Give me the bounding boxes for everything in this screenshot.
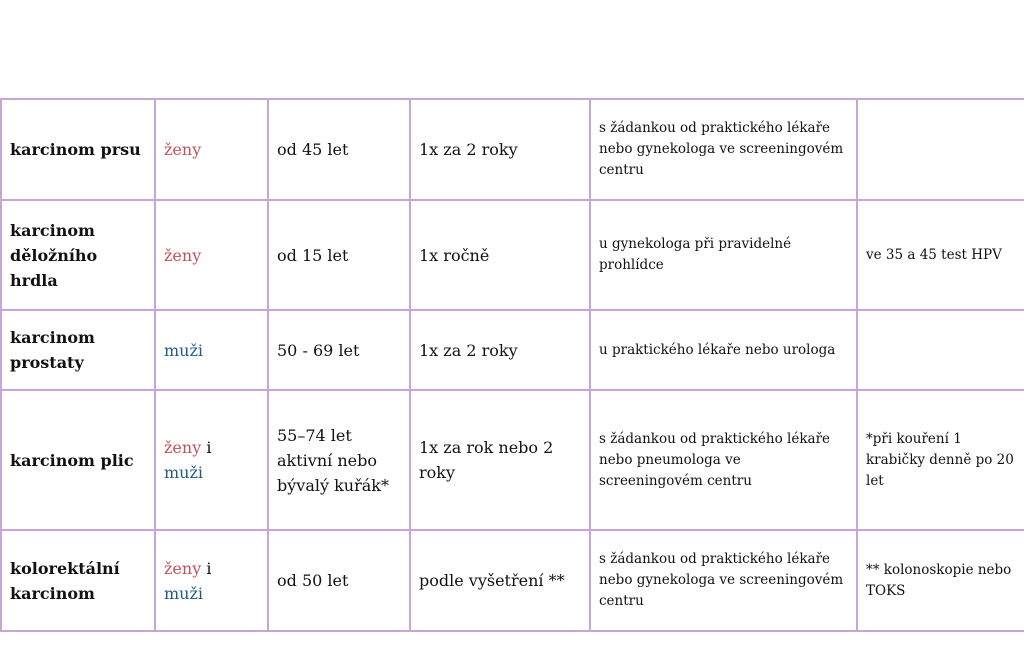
interval-cell: 1x ročně — [410, 200, 590, 310]
sex-label: muži — [164, 463, 204, 482]
where-cell: u praktického lékaře nebo urologa — [590, 310, 857, 390]
cancer-type-cell: karcinom prsu — [1, 99, 155, 200]
table-row — [1, 390, 1024, 530]
cancer-type-cell: karcinom děložního hrdla — [1, 200, 155, 310]
sex-cell — [155, 530, 268, 631]
sex-cell — [155, 310, 268, 390]
age-cell: od 15 let — [268, 200, 410, 310]
age-cell: od 50 let — [268, 530, 410, 631]
where-cell: s žádankou od praktického lékaře nebo gynekologa ve screeningovém centru — [590, 99, 857, 200]
interval-cell: 1x za 2 roky — [410, 99, 590, 200]
interval-cell: podle vyšetření ** — [410, 530, 590, 631]
table-row — [1, 530, 1024, 631]
screening-table — [0, 98, 1024, 632]
where-cell: s žádankou od praktického lékaře nebo gynekologa ve screeningovém centru — [590, 530, 857, 631]
sex-label: muži — [164, 340, 204, 360]
note-cell: ** kolonoskopie nebo TOKS — [857, 530, 1024, 631]
table-row — [1, 200, 1024, 310]
where-cell: s žádankou od praktického lékaře nebo pneumologa ve screeningovém centru — [590, 390, 857, 530]
table-row — [1, 99, 1024, 200]
note-cell: ve 35 a 45 test HPV — [857, 200, 1024, 310]
cancer-type-cell: karcinom plic — [1, 390, 155, 530]
interval-cell: 1x za 2 roky — [410, 310, 590, 390]
sex-cell — [155, 99, 268, 200]
cancer-type-cell: karcinom prostaty — [1, 310, 155, 390]
note-cell — [857, 99, 1024, 200]
table-row — [1, 310, 1024, 390]
sex-label: ženy — [164, 245, 202, 265]
sex-label: i — [201, 558, 212, 578]
sex-label: ženy — [164, 558, 202, 578]
sex-label: ženy — [164, 438, 202, 457]
sex-label: ženy — [164, 140, 202, 159]
where-cell: u gynekologa při pravidelné prohlídce — [590, 200, 857, 310]
note-cell: *při kouření 1 krabičky denně po 20 let — [857, 390, 1024, 530]
age-cell: od 45 let — [268, 99, 410, 200]
note-cell — [857, 310, 1024, 390]
sex-cell — [155, 200, 268, 310]
interval-cell: 1x za rok nebo 2 roky — [410, 390, 590, 530]
sex-label: i — [201, 438, 212, 457]
age-cell: 50 - 69 let — [268, 310, 410, 390]
sex-label: muži — [164, 583, 204, 603]
cancer-type-cell: kolorektální karcinom — [1, 530, 155, 631]
age-cell: 55–74 let aktivní nebo bývalý kuřák* — [268, 390, 410, 530]
sex-cell — [155, 390, 268, 530]
